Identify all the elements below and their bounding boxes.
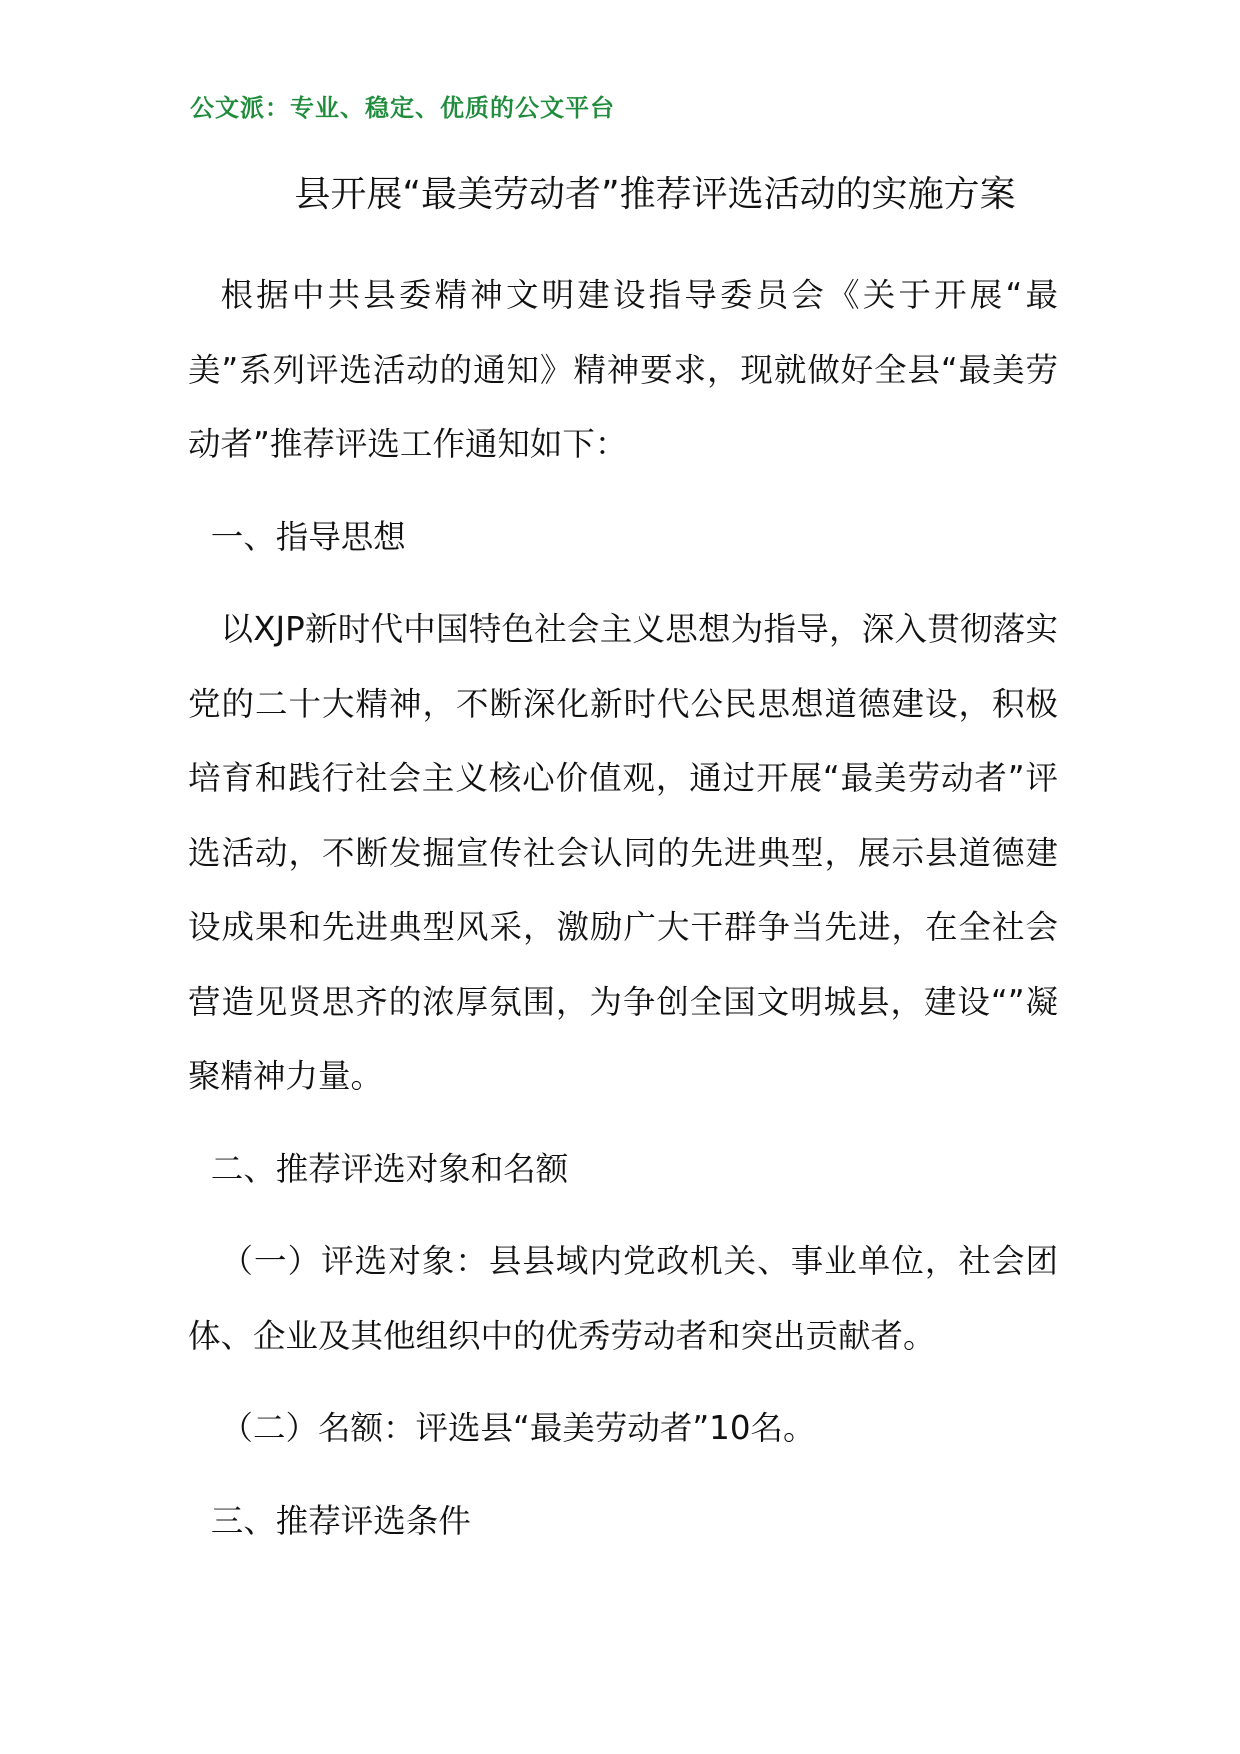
intro-paragraph: 根据中共县委精神文明建设指导委员会《关于开展“最美”系列评选活动的通知》精神要求，现就做好全县“最美劳动者”推荐评选工作通知如下：	[188, 276, 1058, 463]
section-heading-guiding-ideology: 一、指导思想	[210, 517, 406, 556]
document-title: 县开展“最美劳动者”推荐评选活动的实施方案	[294, 174, 1016, 215]
guiding-ideology-paragraph: 以XJP新时代中国特色社会主义思想为指导，深入贯彻落实党的二十大精神，不断深化新时代公民思想道德建设，积极培育和践行社会主义核心价值观，通过开展“最美劳动者”评选活动，不断发掘宣传社会认同的先进典型，展示县道德建设成果和先进典型风采，激励广大干群争当先进，在全社会营造见贤思齐的浓厚氛围，为争创全国文明城县，建设“”凝聚精神力量。	[188, 610, 1058, 1095]
selection-targets-paragraph: （一）评选对象：县县域内党政机关、事业单位，社会团体、企业及其他组织中的优秀劳动者和突出贡献者。	[188, 1242, 1058, 1355]
section-heading-targets-and-quota: 二、推荐评选对象和名额	[210, 1149, 569, 1188]
document-body	[188, 258, 1058, 1576]
section-heading-criteria: 三、推荐评选条件	[210, 1501, 471, 1540]
quota-paragraph: （二）名额：评选县“最美劳动者”10名。	[220, 1409, 816, 1447]
platform-header: 公文派：专业、稳定、优质的公文平台	[190, 93, 615, 122]
